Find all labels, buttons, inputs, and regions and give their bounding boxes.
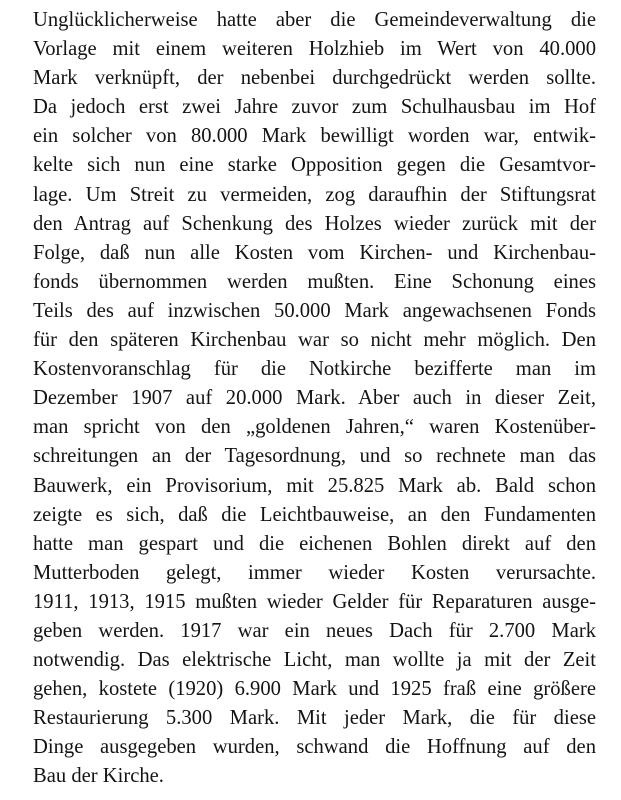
text-line: Mark verknüpft, der nebenbei durchgedrückt werden sollte. [33, 67, 596, 90]
text-line: hatte man gespart und die eichenen Bohlen direkt auf den [33, 532, 596, 555]
text-line: für den späteren Kirchenbau war so nicht mehr möglich. Den [33, 329, 596, 352]
text-line: zeigte es sich, daß die Leichtbauweise, an den Fundamenten [33, 503, 596, 526]
text-line: notwendig. Das elektrische Licht, man wollte ja mit der Zeit [33, 649, 596, 672]
text-line: geben werden. 1917 war ein neues Dach für 2.700 Mark [33, 619, 596, 642]
text-line: 1911, 1913, 1915 mußten wieder Gelder für Reparaturen ausge- [33, 590, 596, 613]
text-line: den Antrag auf Schenkung des Holzes wieder zurück mit der [33, 212, 596, 235]
text-line: kelte sich nun eine starke Opposition gegen die Gesamtvor- [33, 154, 596, 177]
text-line: gehen, kostete (1920) 6.900 Mark und 1925 fraß eine größere [33, 678, 596, 701]
text-line-last: Bau der Kirche. [33, 765, 164, 788]
text-line: Da jedoch erst zwei Jahre zuvor zum Schulhausbau im Hof [33, 96, 596, 119]
text-line: schreitungen an der Tagesordnung, und so rechnete man das [33, 445, 596, 468]
text-line: Mutterboden gelegt, immer wieder Kosten verursachte. [33, 561, 596, 584]
text-line: Teils des auf inzwischen 50.000 Mark angewachsenen Fonds [33, 299, 596, 322]
text-line: Folge, daß nun alle Kosten vom Kirchen- und Kirchenbau- [33, 241, 596, 264]
text-line: Unglücklicherweise hatte aber die Gemeindeverwaltung die [33, 9, 596, 31]
text-line: ein solcher von 80.000 Mark bewilligt worden war, entwik- [33, 125, 596, 148]
text-line: Kostenvoranschlag für die Notkirche bezifferte man im [33, 358, 596, 381]
document-page [33, 6, 596, 792]
text-line: man spricht von den „goldenen Jahren,“ waren Kostenüber- [33, 416, 596, 439]
text-line: Dinge ausgegeben wurden, schwand die Hoffnung auf den [33, 736, 596, 759]
text-line: Dezember 1907 auf 20.000 Mark. Aber auch in dieser Zeit, [33, 387, 596, 410]
text-line: Bauwerk, ein Provisorium, mit 25.825 Mark ab. Bald schon [33, 474, 596, 497]
body-paragraph [33, 6, 596, 792]
text-line: Vorlage mit einem weiteren Holzhieb im Wert von 40.000 [33, 38, 596, 61]
text-line: Restaurierung 5.300 Mark. Mit jeder Mark, die für diese [33, 707, 596, 730]
text-line: lage. Um Streit zu vermeiden, zog daraufhin der Stiftungsrat [33, 183, 596, 206]
text-line: fonds übernommen werden mußten. Eine Schonung eines [33, 270, 596, 293]
